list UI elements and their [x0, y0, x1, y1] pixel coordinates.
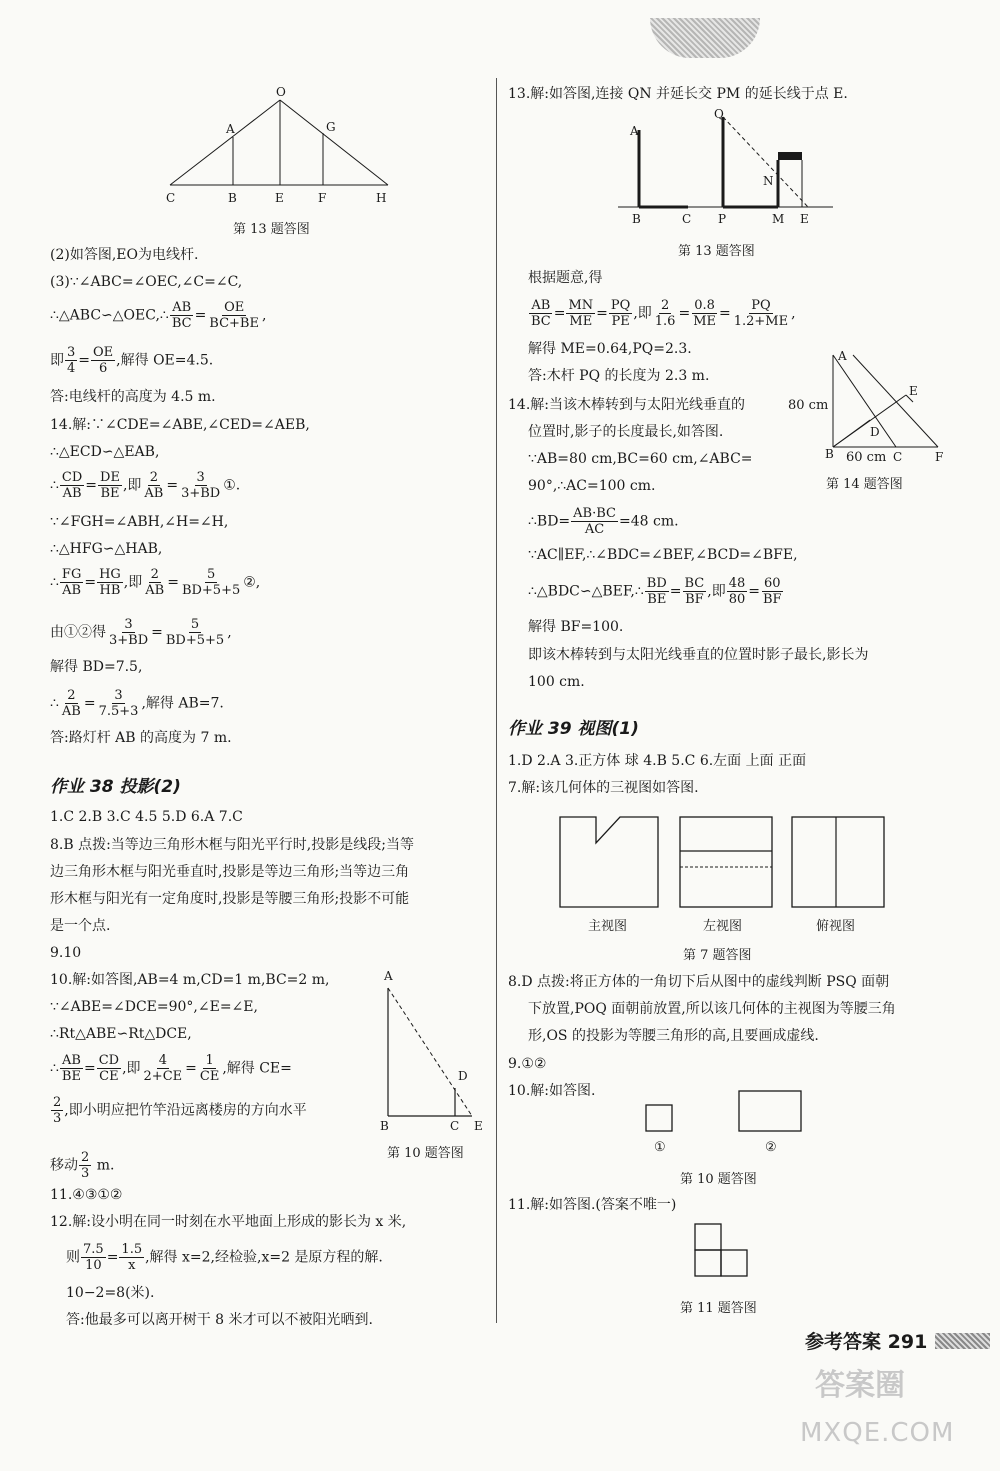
figure-11-right: [693, 1222, 753, 1282]
svg-text:B: B: [380, 1119, 389, 1133]
text-line: 位置时,影子的长度最长,如答图.: [528, 424, 724, 440]
figure-10-label-2: ②: [765, 1140, 777, 1155]
text-line: 8.B 点拨:当等边三角形木框与阳光平行时,投影是线段;当等: [50, 837, 414, 853]
text-line: 则 $\frac{7.5}{10}$ = $\frac{1.5}{x}$ ,解得 x=2,经检验,x=2 是原方程的解.: [66, 1242, 383, 1273]
watermark-url: MXQE.COM: [800, 1418, 955, 1448]
text-line: 8.D 点拨:将正方体的一角切下后从图中的虚线判断 PSQ 面朝: [508, 974, 890, 990]
text-line: ∴△ABC∽△OEC,∴ $\frac{AB}{BC}$ = $\frac{OE}{BC+BE}$ ,: [50, 300, 267, 331]
text-line: 10.解:如答图,AB=4 m,CD=1 m,BC=2 m,: [50, 972, 330, 988]
figure-14-caption: 第 14 题答图: [826, 477, 903, 492]
text-line: ∵AB=80 cm,BC=60 cm,∠ABC=: [528, 451, 753, 467]
svg-text:C: C: [166, 191, 176, 205]
svg-text:D: D: [870, 425, 880, 439]
text-line: 解得 ME=0.64,PQ=2.3.: [528, 341, 692, 357]
text-line: 1.D 2.A 3.正方体 球 4.B 5.C 6.左面 上面 正面: [508, 753, 807, 769]
figure-14-label-80: 80 cm: [788, 398, 829, 413]
text-line: 解得 BF=100.: [528, 619, 624, 635]
svg-text:F: F: [318, 191, 327, 205]
svg-text:C: C: [893, 450, 903, 464]
column-divider: [496, 78, 497, 1323]
figure-13-left: [166, 85, 410, 215]
text-line: 形木框与阳光有一定角度时,投影是等腰三角形;投影不可能: [50, 891, 410, 907]
watermark-logo: 答案圈: [815, 1368, 905, 1403]
svg-text:H: H: [376, 191, 387, 205]
text-line: ∵∠ABE=∠DCE=90°,∠E=∠E,: [50, 999, 258, 1015]
text-line: ∴Rt△ABE∽Rt△DCE,: [50, 1026, 192, 1042]
svg-text:B: B: [632, 212, 641, 226]
header-decoration: [650, 18, 760, 58]
figure-10-left: [380, 969, 490, 1133]
text-line: ∴△BDC∽△BEF,∴ $\frac{BD}{BE}$ = $\frac{BC}{BF}$ ,即 $\frac{48}{80}$ = $\frac{60}{BF}$: [528, 576, 782, 607]
page-footer: [805, 1327, 927, 1354]
text-line: 7.解:该几何体的三视图如答图.: [508, 780, 699, 796]
text-line: 即该木棒转到与太阳光线垂直的位置时影子最长,影长为: [528, 647, 869, 663]
text-line: 9.10: [50, 945, 82, 961]
text-line: $\frac{2}{3}$ ,即小明应把竹竿沿远离楼房的方向水平: [53, 1095, 307, 1126]
svg-text:E: E: [275, 191, 284, 205]
footer-label: 参考答案: [805, 1331, 882, 1353]
text-line: ∴ $\frac{CD}{AB}$ = $\frac{DE}{BE}$ ,即 $\frac{2}{AB}$ = $\frac{3}{3+BD}$ ①.: [50, 470, 241, 501]
text-line: 12.解:设小明在同一时刻在水平地面上形成的影长为 x 米,: [50, 1214, 407, 1230]
text-line: 14.解:当该木棒转到与太阳光线垂直的: [508, 397, 745, 413]
text-line: 13.解:如答图,连接 QN 并延长交 PM 的延长线于点 E.: [508, 86, 848, 102]
figure-11-caption: 第 11 题答图: [680, 1301, 757, 1316]
svg-text:P: P: [718, 212, 727, 226]
svg-text:A: A: [226, 122, 235, 136]
page-number: 291: [887, 1331, 928, 1353]
text-line: 根据题意,得: [528, 270, 603, 286]
view-label-main: 主视图: [588, 919, 628, 934]
text-line: (2)如答图,EO为电线杆.: [50, 247, 199, 263]
svg-text:G: G: [326, 120, 336, 134]
text-line: ∵AC∥EF,∴∠BDC=∠BEF,∠BCD=∠BFE,: [528, 547, 798, 563]
text-line: 10−2=8(米).: [66, 1285, 155, 1301]
figure-10-label-1: ①: [654, 1140, 666, 1155]
footer-decoration: [935, 1333, 990, 1349]
svg-text:B: B: [825, 447, 834, 461]
text-line: 答:木杆 PQ 的长度为 2.3 m.: [528, 368, 710, 384]
svg-text:E: E: [474, 1119, 483, 1133]
text-line: 90°,∴AC=100 cm.: [528, 478, 656, 494]
svg-text:C: C: [682, 212, 692, 226]
svg-text:A: A: [384, 969, 393, 983]
figure-14-label-60: 60 cm: [846, 450, 887, 465]
svg-text:E: E: [800, 212, 809, 226]
svg-text:Q: Q: [714, 107, 724, 121]
figure-13-caption: 第 13 题答图: [233, 222, 310, 237]
text-line: $\frac{AB}{BC}$ = $\frac{MN}{ME}$ = $\frac{PQ}{PE}$ ,即 $\frac{2}{1.6}$ = $\frac{0.8}{ME}$ = $\frac{PQ}{1.2+ME}$ ,: [531, 298, 796, 329]
text-line: ∴△HFG∽△HAB,: [50, 541, 163, 557]
svg-text:D: D: [458, 1069, 468, 1083]
text-line: 1.C 2.B 3.C 4.5 5.D 6.A 7.C: [50, 809, 243, 825]
text-line: ∴ $\frac{FG}{AB}$ = $\frac{HG}{HB}$ ,即 $\frac{2}{AB}$ = $\frac{5}{BD+5+5}$ ②,: [50, 567, 261, 598]
svg-text:F: F: [935, 450, 944, 464]
svg-text:N: N: [763, 174, 774, 188]
text-line: ∴ $\frac{AB}{BE}$ = $\frac{CD}{CE}$ ,即 $\frac{4}{2+CE}$ = $\frac{1}{CE}$ ,解得 CE=: [50, 1053, 292, 1084]
text-line: 形,OS 的投影为等腰三角形的高,且要画成虚线.: [528, 1028, 819, 1044]
text-line: 100 cm.: [528, 674, 585, 690]
text-line: 是一个点.: [50, 918, 111, 934]
text-line: 即 $\frac{3}{4}$ = $\frac{OE}{6}$ ,解得 OE=4.5.: [50, 345, 214, 376]
svg-text:A: A: [630, 124, 639, 138]
view-label-top: 俯视图: [816, 919, 856, 934]
svg-text:A: A: [838, 349, 847, 363]
svg-text:O: O: [276, 85, 286, 99]
text-line: ∴△ECD∽△EAB,: [50, 444, 160, 460]
figure-7-three-views: [558, 815, 908, 910]
text-line: 下放置,POQ 面朝前放置,所以该几何体的主视图为等腰三角: [528, 1001, 896, 1017]
svg-text:E: E: [909, 384, 918, 398]
figure-10-caption-right: 第 10 题答图: [680, 1172, 757, 1187]
section-title-38: 作业 38 投影(2): [50, 777, 181, 797]
text-line: 由①②得 $\frac{3}{3+BD}$ = $\frac{5}{BD+5+5}$ ,: [50, 617, 232, 648]
text-line: ∴BD= $\frac{AB\cdot BC}{AC}$ =48 cm.: [528, 506, 679, 537]
figure-13-right: [618, 105, 848, 230]
text-line: 10.解:如答图.: [508, 1083, 596, 1099]
text-line: (3)∵∠ABC=∠OEC,∠C=∠C,: [50, 274, 243, 290]
text-line: 11.解:如答图.(答案不唯一): [508, 1197, 677, 1213]
text-line: 答:他最多可以离开树干 8 米才可以不被阳光晒到.: [66, 1312, 373, 1328]
text-line: 14.解:∵∠CDE=∠ABE,∠CED=∠AEB,: [50, 417, 310, 433]
svg-text:M: M: [772, 212, 785, 226]
svg-text:C: C: [450, 1119, 460, 1133]
text-line: 边三角形木框与阳光垂直时,投影是等边三角形;当等边三角: [50, 864, 410, 880]
svg-text:B: B: [228, 191, 237, 205]
figure-13-caption-right: 第 13 题答图: [678, 244, 755, 259]
text-line: 答:电线杆的高度为 4.5 m.: [50, 389, 216, 405]
section-title-39: 作业 39 视图(1): [508, 719, 639, 739]
text-line: 解得 BD=7.5,: [50, 659, 143, 675]
text-line: 9.①②: [508, 1056, 547, 1072]
figure-10-right: [643, 1088, 813, 1143]
text-line: ∴ $\frac{2}{AB}$ = $\frac{3}{7.5+3}$ ,解得 AB=7.: [50, 688, 224, 719]
text-line: 答:路灯杆 AB 的高度为 7 m.: [50, 730, 232, 746]
text-line: 移动 $\frac{2}{3}$ m.: [50, 1150, 115, 1181]
figure-10-caption: 第 10 题答图: [387, 1146, 464, 1161]
figure-7-caption: 第 7 题答图: [683, 948, 752, 963]
text-line: 11.④③①②: [50, 1187, 123, 1203]
text-line: ∵∠FGH=∠ABH,∠H=∠H,: [50, 514, 229, 530]
view-label-left: 左视图: [703, 919, 743, 934]
